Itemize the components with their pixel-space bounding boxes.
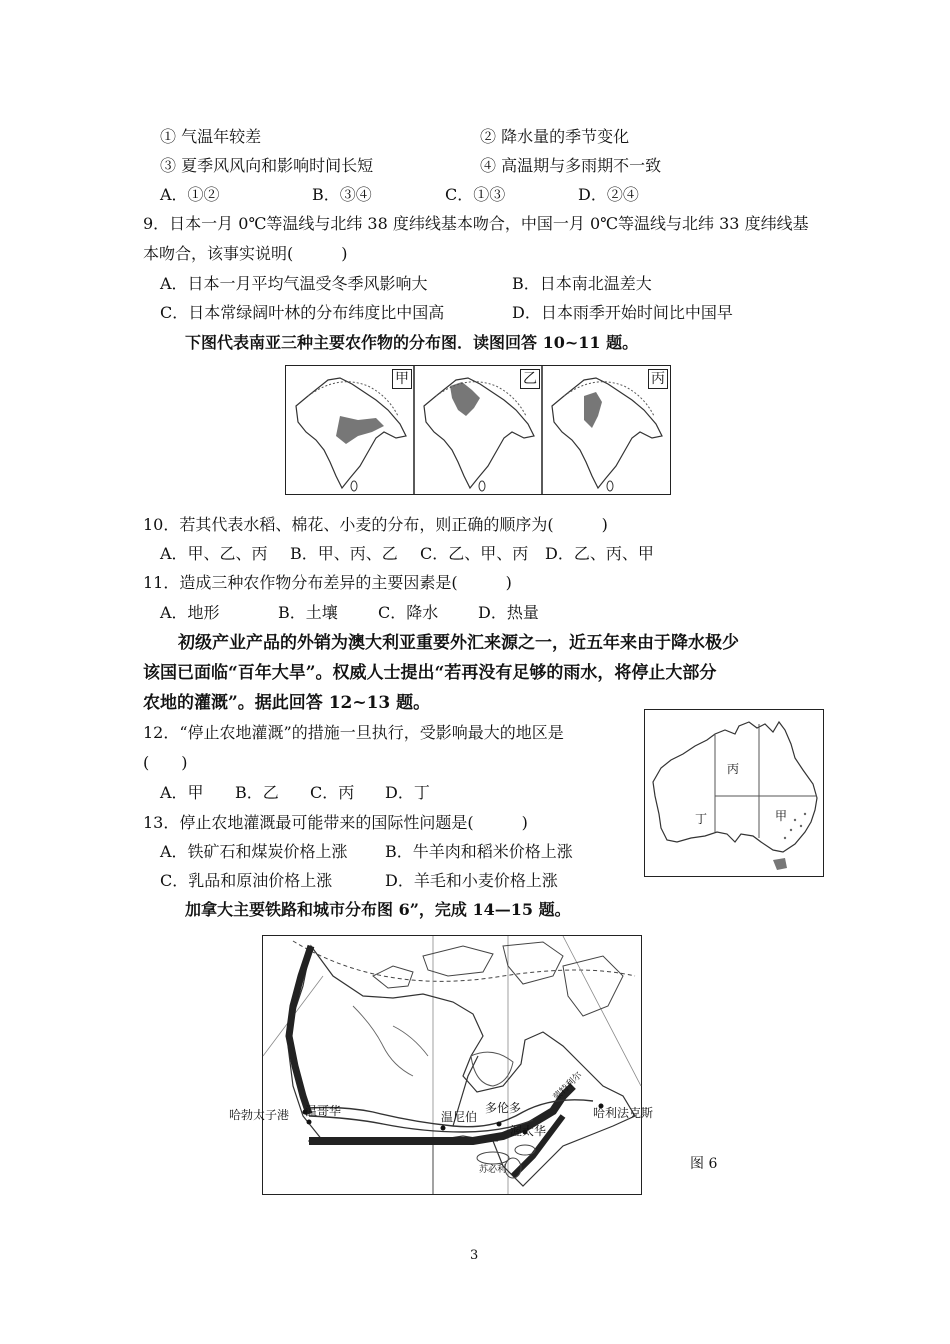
city-label-winnipeg: 温尼伯: [441, 1110, 478, 1124]
q11-stem: 11．造成三种农作物分布差异的主要因素是( ): [143, 573, 512, 592]
q8-option-4: ④ 高温期与多雨期不一致: [480, 156, 662, 175]
q9-stem-line1: 9．日本一月 0℃等温线与北纬 38 度纬线基本吻合，中国一月 0℃等温线与北纬 33 度纬线基: [143, 214, 809, 233]
intro-12-13-line3: 农地的灌溉”。据此回答 12~13 题。: [143, 693, 431, 713]
q8-choice-b: B．③④: [312, 185, 372, 204]
q13-stem: 13．停止农地灌溉最可能带来的国际性问题是( ): [143, 813, 528, 832]
q13-choice-c: C．乳品和原油价格上涨: [160, 871, 333, 890]
city-label-montreal: 蒙特利尔: [551, 1070, 585, 1103]
q9-choice-a: A．日本一月平均气温受冬季风影响大: [160, 274, 428, 293]
australia-label-ding: 丁: [695, 812, 708, 826]
q12-stem-line1: 12．“停止农地灌溉”的措施一旦执行，受影响最大的地区是: [143, 723, 564, 742]
city-label-halifax: 哈利法克斯: [593, 1106, 654, 1120]
q11-choice-c: C．降水: [378, 603, 439, 622]
q13-choice-a: A．铁矿石和煤炭价格上涨: [160, 842, 348, 861]
q10-choice-a: A．甲、乙、丙: [160, 544, 268, 563]
q8-option-1: ① 气温年较差: [160, 127, 262, 146]
city-label-ottawa: 渥太华: [510, 1124, 547, 1138]
q12-choice-d: D．丁: [385, 783, 430, 802]
q12-choice-c: C．丙: [310, 783, 355, 802]
city-label-prince-rupert: 哈勃太子港: [229, 1108, 290, 1122]
q8-choice-d: D．②④: [578, 185, 639, 204]
canada-rail-map: [229, 935, 654, 1195]
australia-label-jia: 甲: [775, 809, 788, 823]
q11-choice-d: D．热量: [478, 603, 539, 622]
figure-6-label: 图 6: [690, 1156, 718, 1172]
q9-choice-d: D．日本雨季开始时间比中国早: [512, 303, 733, 322]
q9-stem-line2: 本吻合，该事实说明( ): [143, 244, 348, 263]
q10-choice-b: B．甲、丙、乙: [290, 544, 398, 563]
south-asia-panel-2: [424, 378, 534, 491]
q9-choice-c: C．日本常绿阔叶林的分布纬度比中国高: [160, 303, 445, 322]
q12-choice-a: A．甲: [160, 783, 204, 802]
intro-14-15: 加拿大主要铁路和城市分布图 6”，完成 14—15 题。: [185, 900, 571, 919]
map-label-yi: 乙: [520, 369, 540, 389]
city-label-toronto: 多伦多: [485, 1101, 522, 1115]
south-asia-crop-maps: [285, 365, 671, 495]
map-label-bing: 丙: [648, 369, 668, 389]
q10-stem: 10．若其代表水稻、棉花、小麦的分布，则正确的顺序为( ): [143, 515, 608, 534]
south-asia-panel-3: [552, 378, 662, 491]
q8-choice-c: C．①③: [445, 185, 506, 204]
australia-map: [644, 709, 824, 877]
q12-choice-b: B．乙: [235, 783, 279, 802]
q8-option-2: ② 降水量的季节变化: [480, 127, 630, 146]
south-asia-panel-1: [296, 378, 406, 491]
page-number: 3: [470, 1248, 479, 1263]
q13-choice-b: B．牛羊肉和稻米价格上涨: [385, 842, 573, 861]
city-label-bottom: 苏必利: [479, 1165, 507, 1175]
q8-option-3: ③ 夏季风风向和影响时间长短: [160, 156, 374, 175]
city-label-vancouver: 温哥华: [305, 1104, 342, 1118]
q8-choice-a: A．①②: [160, 185, 220, 204]
q11-choice-b: B．土壤: [278, 603, 338, 622]
australia-label-bing: 丙: [727, 762, 740, 776]
q9-choice-b: B．日本南北温差大: [512, 274, 652, 293]
intro-10-11: 下图代表南亚三种主要农作物的分布图．读图回答 10~11 题。: [185, 333, 639, 352]
q10-choice-d: D．乙、丙、甲: [545, 544, 654, 563]
q13-choice-d: D．羊毛和小麦价格上涨: [385, 871, 558, 890]
intro-12-13-line2: 该国已面临“百年大旱”。权威人士提出“若再没有足够的雨水，将停止大部分: [143, 663, 717, 683]
q10-choice-c: C．乙、甲、丙: [420, 544, 529, 563]
q12-stem-line2: ( ): [143, 753, 188, 772]
intro-12-13-line1: 初级产业产品的外销为澳大利亚重要外汇来源之一，近五年来由于降水极少: [178, 633, 739, 653]
map-label-jia: 甲: [392, 369, 412, 389]
q11-choice-a: A．地形: [160, 603, 220, 622]
